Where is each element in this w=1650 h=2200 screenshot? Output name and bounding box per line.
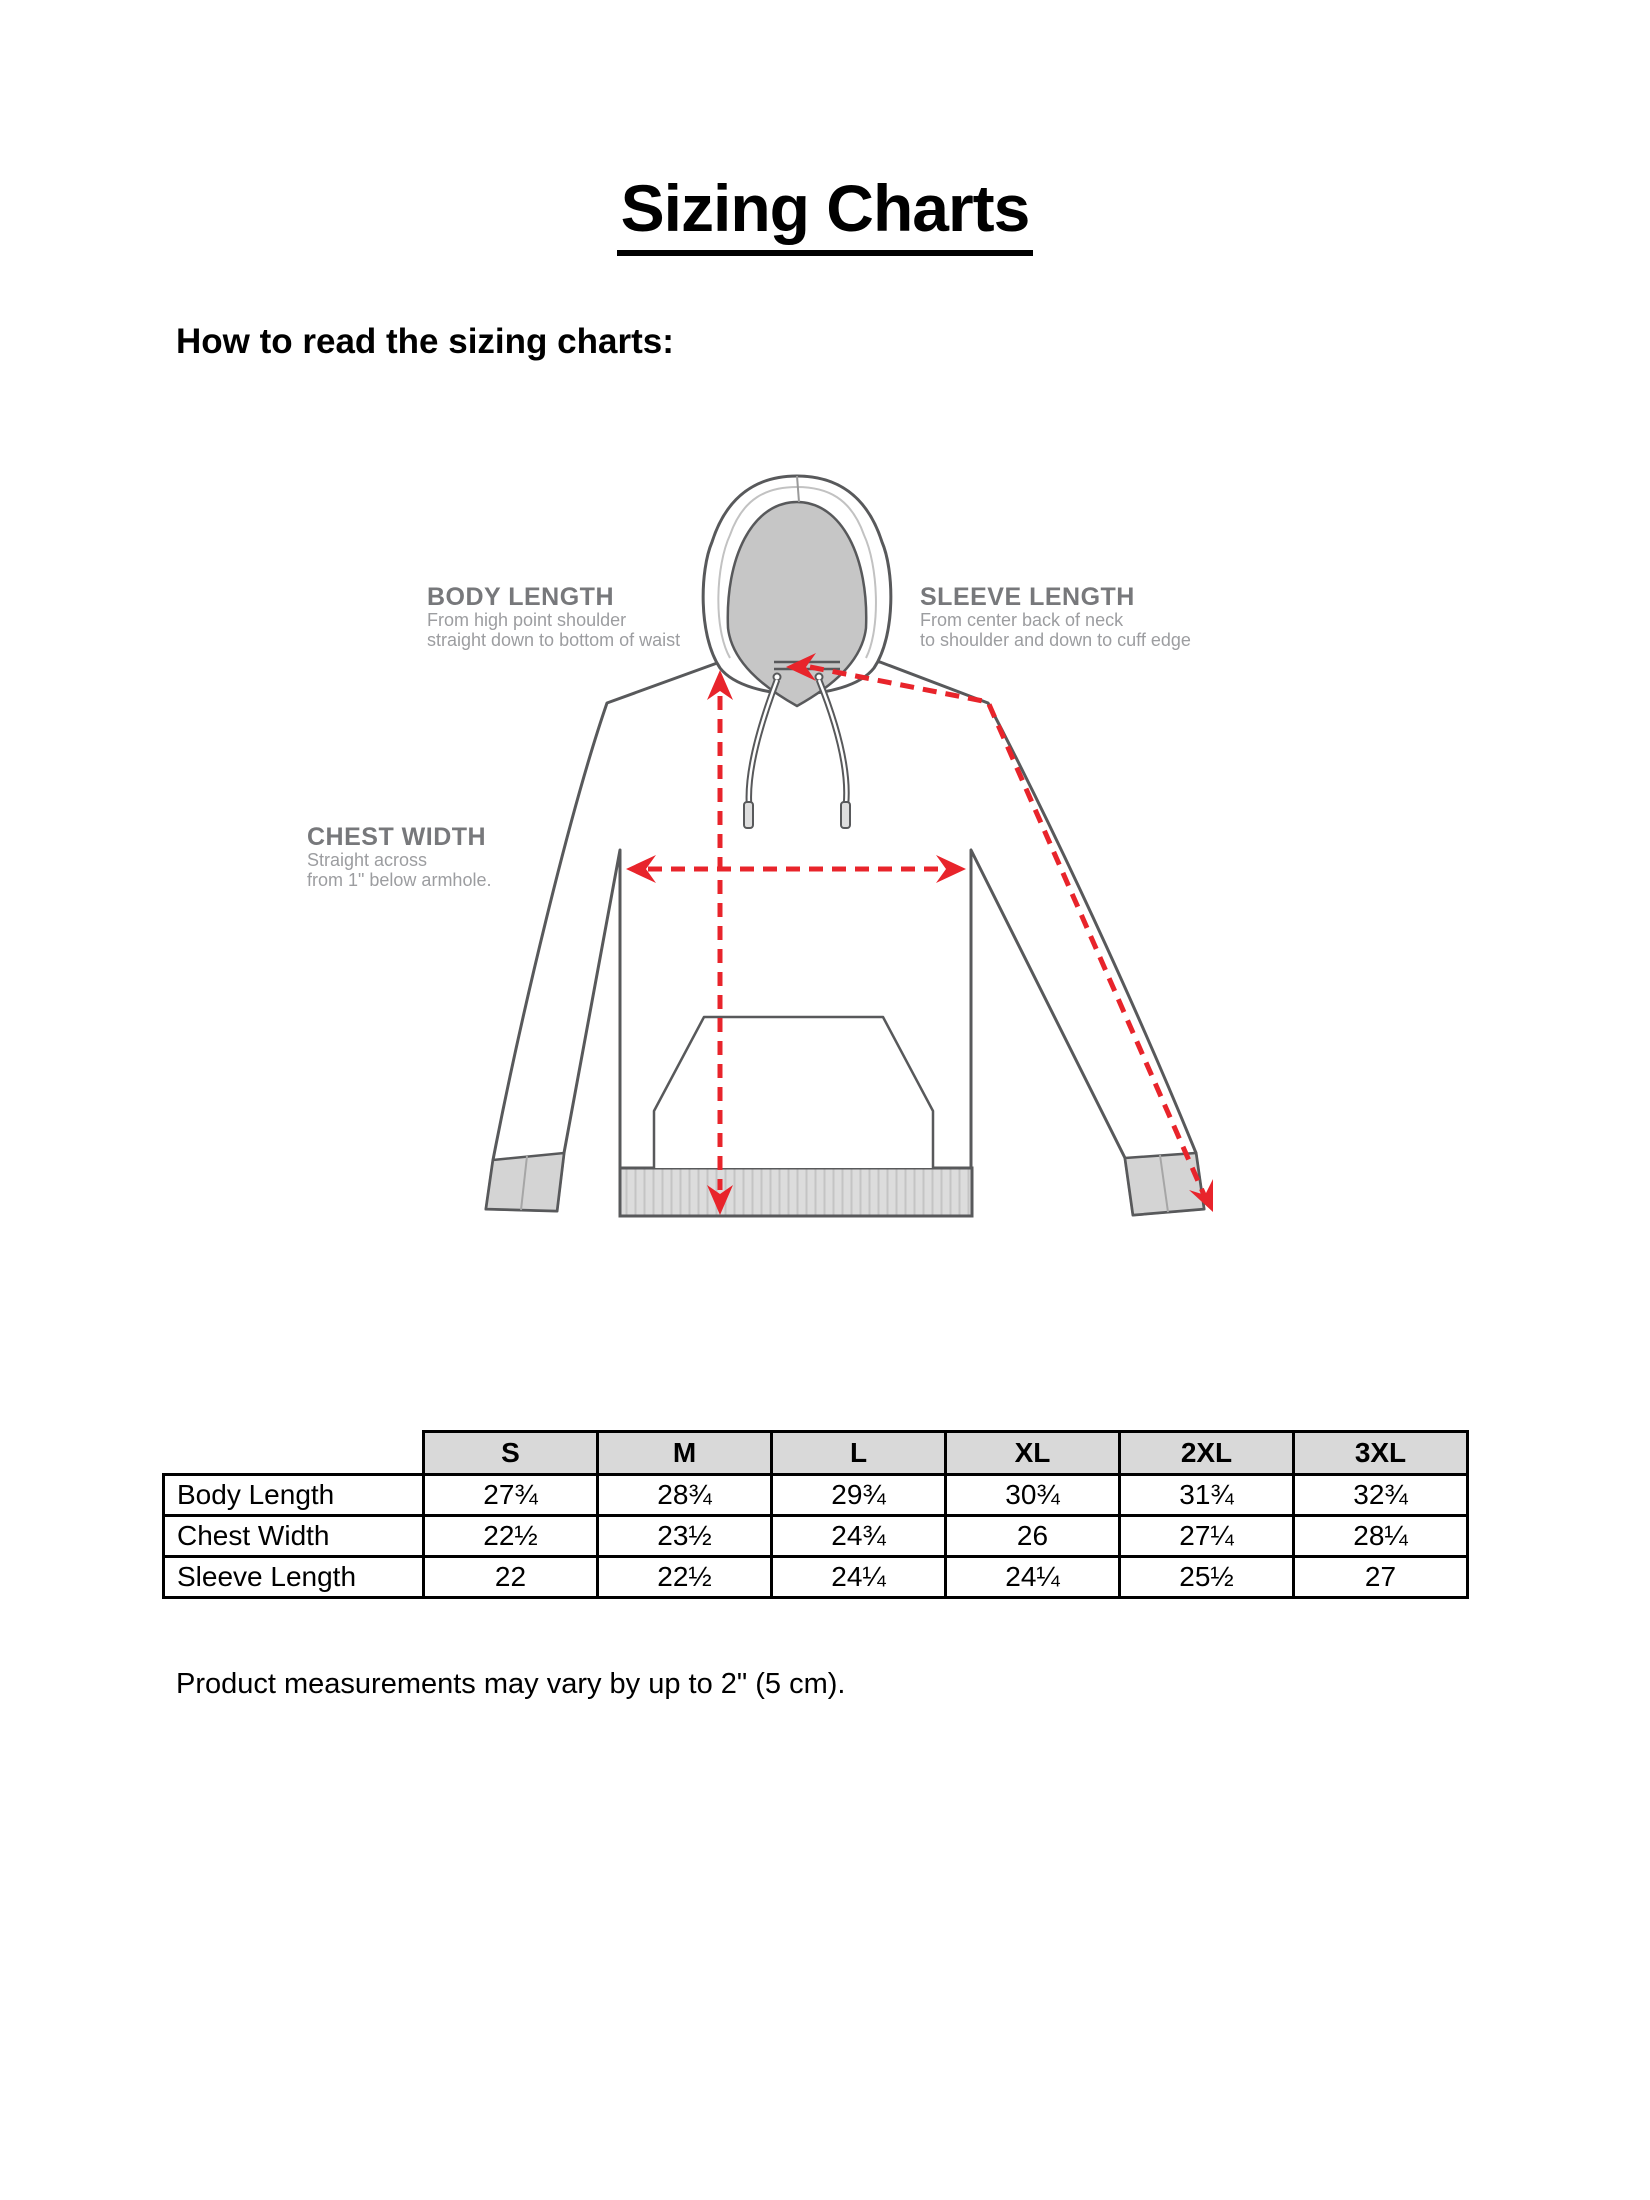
table-row-chest-width: [164, 1516, 1468, 1557]
table-row-body-length: [164, 1475, 1468, 1516]
sleeve-length-label: SLEEVE LENGTH: [920, 583, 1135, 611]
sleeve-length-desc2: to shoulder and down to cuff edge: [920, 630, 1191, 650]
left-aglet: [744, 802, 753, 828]
cell-value: 28¼: [1294, 1516, 1468, 1557]
page-title: Sizing Charts: [617, 172, 1034, 256]
table-row-sleeve-length: [164, 1557, 1468, 1598]
cell-value: 28¾: [598, 1475, 772, 1516]
sizing-table: [162, 1430, 1469, 1599]
cell-value: 27¾: [424, 1475, 598, 1516]
row-label: Sleeve Length: [164, 1557, 424, 1598]
cell-value: 27: [1294, 1557, 1468, 1598]
cell-value: 24¾: [772, 1516, 946, 1557]
cell-value: 22: [424, 1557, 598, 1598]
cell-value: 24¼: [946, 1557, 1120, 1598]
title-row: [0, 172, 1650, 256]
chest-width-label: CHEST WIDTH: [307, 823, 487, 851]
cell-value: 26: [946, 1516, 1120, 1557]
cell-value: 27¼: [1120, 1516, 1294, 1557]
cell-value: 23½: [598, 1516, 772, 1557]
cell-value: 22½: [424, 1516, 598, 1557]
measurement-variance-note: Product measurements may vary by up to 2" (5 cm).: [176, 1668, 846, 1700]
cell-value: 22½: [598, 1557, 772, 1598]
chest-width-desc1: Straight across: [307, 850, 428, 870]
row-label: Body Length: [164, 1475, 424, 1516]
hoodie-pocket: [654, 1017, 933, 1168]
col-header-xl: XL: [946, 1432, 1120, 1475]
row-label: Chest Width: [164, 1516, 424, 1557]
hoodie-measurement-diagram: [280, 440, 1280, 1270]
chest-width-desc2: from 1" below armhole.: [307, 870, 492, 890]
cell-value: 24¼: [772, 1557, 946, 1598]
body-length-desc2: straight down to bottom of waist: [427, 630, 681, 650]
cell-value: 25½: [1120, 1557, 1294, 1598]
table-header-row: [164, 1432, 1468, 1475]
cell-value: 29¾: [772, 1475, 946, 1516]
col-header-3xl: 3XL: [1294, 1432, 1468, 1475]
cell-value: 32¾: [1294, 1475, 1468, 1516]
col-header-l: L: [772, 1432, 946, 1475]
hoodie-waistband: [620, 1168, 972, 1216]
col-header-2xl: 2XL: [1120, 1432, 1294, 1475]
right-aglet: [841, 802, 850, 828]
body-length-desc1: From high point shoulder: [427, 610, 627, 630]
cell-value: 30¾: [946, 1475, 1120, 1516]
how-to-heading: How to read the sizing charts:: [176, 322, 674, 361]
sleeve-length-desc1: From center back of neck: [920, 610, 1124, 630]
col-header-s: S: [424, 1432, 598, 1475]
cell-value: 31¾: [1120, 1475, 1294, 1516]
col-header-m: M: [598, 1432, 772, 1475]
table-corner-blank-cell: [164, 1432, 424, 1475]
body-length-label: BODY LENGTH: [427, 583, 614, 611]
